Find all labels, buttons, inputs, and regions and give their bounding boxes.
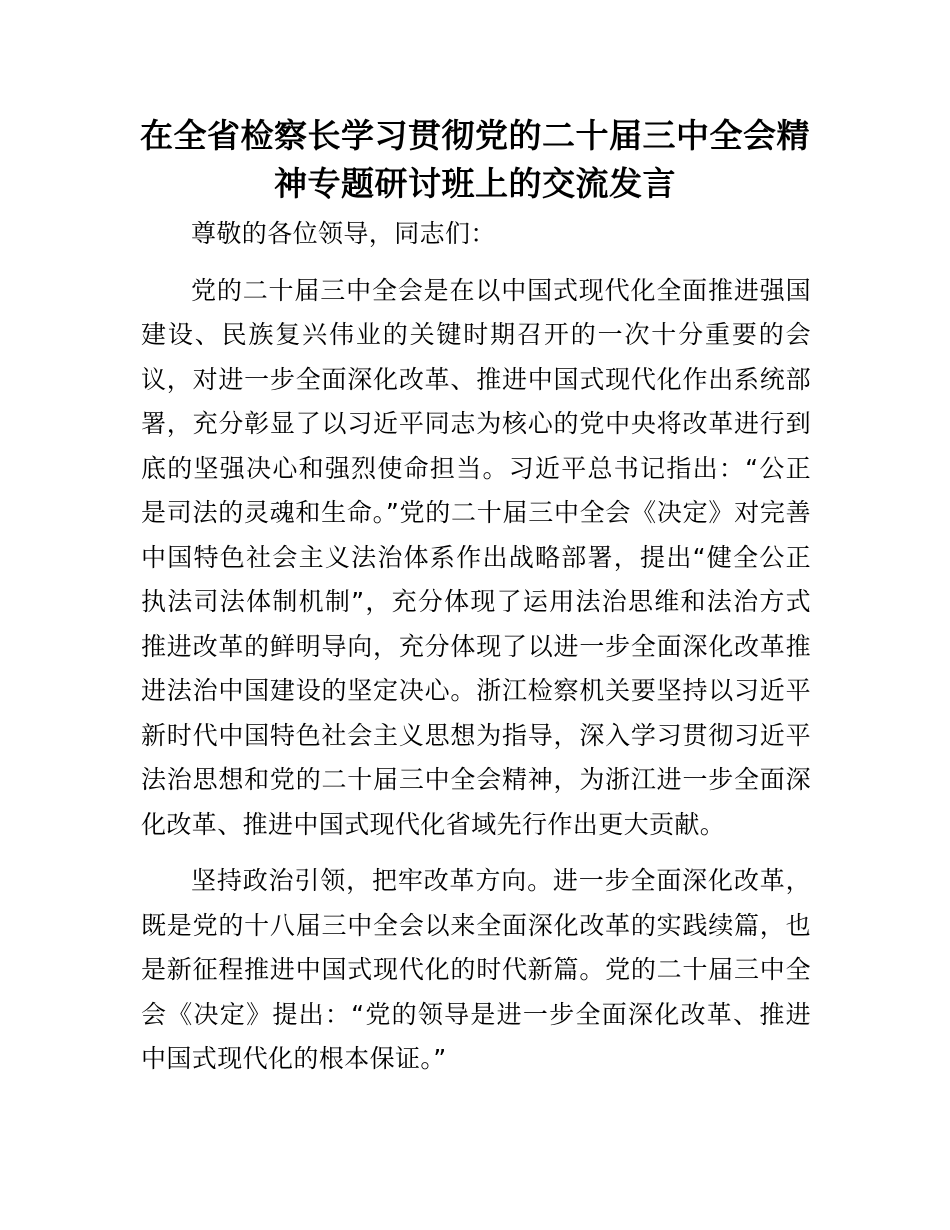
- document-body: [141, 212, 811, 1082]
- title-line-1: 在全省检察长学习贯彻党的二十届三中全会精: [140, 116, 810, 155]
- title-line-2: 神专题研讨班上的交流发言: [274, 164, 676, 203]
- salutation: 尊敬的各位领导，同志们：: [191, 219, 496, 248]
- paragraph-1: 党的二十届三中全会是在以中国式现代化全面推进强国建设、民族复兴伟业的关键时期召开的一次十分重要的会议，对进一步全面深化改革、推进中国式现代化作出系统部署，充分彰显了以习近平同志为核心的党中央将改革进行到底的坚强决心和强烈使命担当。习近平总书记指出：“公正是司法的灵魂和生命。”党的二十届三中全会《决定》对完善中国特色社会主义法治体系作出战略部署，提出“健全公正执法司法体制机制”，充分体现了运用法治思维和法治方式推进改革的鲜明导向，充分体现了以进一步全面深化改革推进法治中国建设的坚定决心。浙江检察机关要坚持以习近平新时代中国特色社会主义思想为指导，深入学习贯彻习近平法治思想和党的二十届三中全会精神，为浙江进一步全面深化改革、推进中国式现代化省域先行作出更大贡献。: [141, 275, 811, 839]
- paragraph-2: 坚持政治引领，把牢改革方向。进一步全面深化改革，既是党的十八届三中全会以来全面深化改革的实践续篇，也是新征程推进中国式现代化的时代新篇。党的二十届三中全会《决定》提出：“党的领导是进一步全面深化改革、推进中国式现代化的根本保证。”: [141, 866, 811, 1073]
- document-title: [100, 112, 850, 208]
